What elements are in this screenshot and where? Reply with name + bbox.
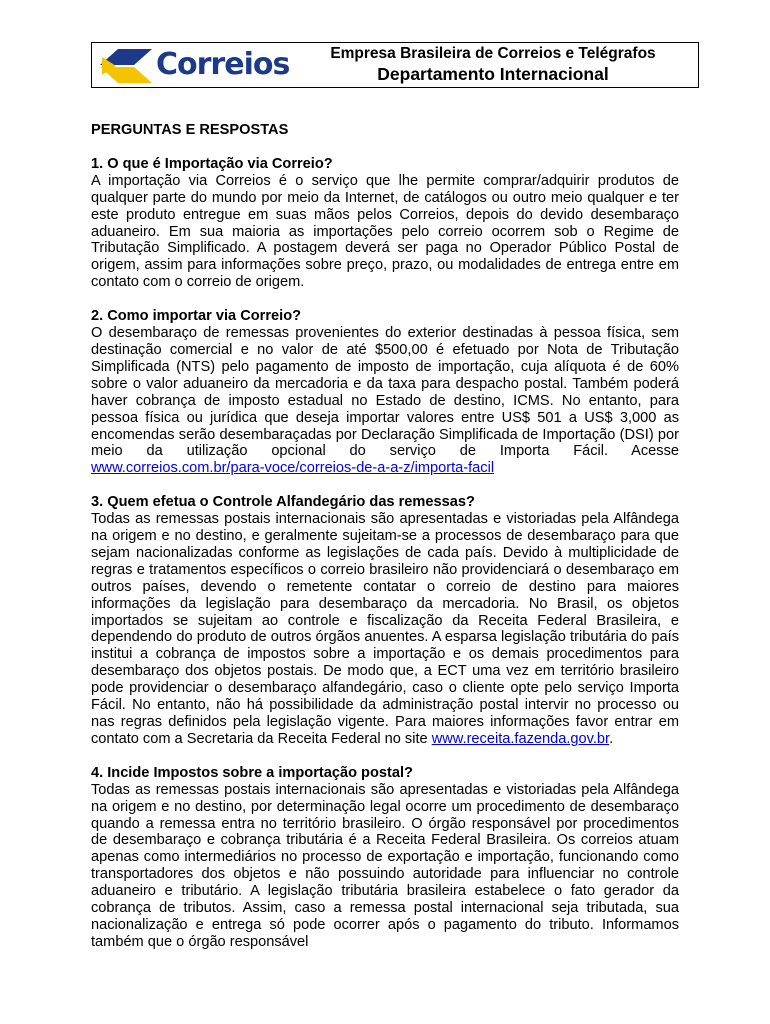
question-answer [91,325,679,477]
logo-wordmark: Correios [156,47,290,82]
question-title: 4. Incide Impostos sobre a importação postal? [91,764,413,781]
question-title: 3. Quem efetua o Controle Alfandegário das remessas? [91,494,475,511]
company-name: Empresa Brasileira de Correios e Telégrafos [330,45,656,62]
answer-text: Todas as remessas postais internacionais são apresentadas e vistoriadas pela Alfândega na origem e no destino, e geralmente sujeitam-se a processos de desembaraço para que sejam nacionalizadas conforme as legislações de cada país. Devido à multiplicidade de regras e tratamentos específicos o correio brasileiro não providenciará o desembaraço em outros países, devendo o remetente contatar o correio de destino para maiores informações da legislação para desembaraço da mercadoria. No Brasil, os objetos importados se sujeitam ao controle e fiscalização da Receita Federal Brasileira, e dependendo do produto de outros órgãos anuentes. A esparsa legislação tributária do país institui a cobrança de impostos sobre a importação e os demais procedimentos para desembaraço dos objetos postais. De modo que, a ECT uma vez em território brasileiro pode providenciar o desembaraço alfandegário, caso o cliente opte pelo serviço Importa Fácil. No entanto, não há possibilidade da administração postal intervir no processo ou nas regras definidos pela legislação vigente. Para maiores informações favor entrar em contato com a Secretaria da Receita Federal no site [91,511,679,747]
answer-text: Todas as remessas postais internacionais são apresentadas e vistoriadas pela Alfândega na origem e no destino, por determinação legal ocorre um procedimento de desembaraço quando a remessa entra no território brasileiro. O órgão responsável por procedimentos de desembaraço e cobrança tributária é a Receita Federal Brasileira. Os correios atuam apenas como intermediários no processo de exportação e importação, funcionando como transportadores dos objetos e não possuindo autoridade para influenciar no controle aduaneiro e tributário. A legislação tributária brasileira estabelece o fato gerador da cobrança de tributos. Assim, caso a remessa postal internacional seja tributada, sua nacionalização e entrega só pode ocorrer após o pagamento do tributo. Informamos também que o órgão responsável [91,781,679,950]
department-name: Departamento Internacional [377,64,609,84]
question-answer [91,173,679,291]
answer-text: A importação via Correios é o serviço que lhe permite comprar/adquirir produtos de qualquer parte do mundo por meio da Internet, de catálogos ou outro meio qualquer e ter este produto entregue em suas mãos pelos Correios, depois do devido desembaraço aduaneiro. Em sua maioria as importações pelo correio ocorrem sob o Regime de Tributação Simplificado. A postagem deverá ser paga no Operador Público Postal de origem, assim para informações sobre preço, prazo, ou modalidades de entrega entre em contato com o correio de origem. [91,172,679,291]
importa-facil-link[interactable]: www.correios.com.br/para-voce/correios-de-a-a-z/importa-facil [91,460,495,477]
correios-logo [94,44,290,86]
document-body [91,122,679,968]
question-title: 1. O que é Importação via Correio? [91,155,333,172]
receita-federal-link[interactable]: www.receita.fazenda.gov.br [431,730,610,747]
answer-text-end: . [609,730,614,747]
header-titles [290,44,696,84]
answer-text: O desembaraço de remessas provenientes do exterior destinadas à pessoa física, sem destinação comercial e no valor de até $500,00 é efetuado por Nota de Tributação Simplificada (NTS) pelo pagamento de imposto de importação, cuja alíquota é de 60% sobre o valor aduaneiro da mercadoria e da taxa para despacho postal. Também poderá haver cobrança de imposto estadual no Estado de destino, ICMS. No entanto, para pessoa física ou jurídica que deseja importar valores entre US$ 501 a US$ 3,000 as encomendas serão desembaraçadas por Declaração Simplificada de Importação (DSI) por meio da utilização opcional do serviço de Importa Fácil. Acesse [91,325,679,460]
document-header [91,42,699,88]
question-title: 2. Como importar via Correio? [91,308,302,325]
question-answer [91,782,679,951]
page-title: PERGUNTAS E RESPOSTAS [91,122,289,138]
question-answer [91,511,679,748]
